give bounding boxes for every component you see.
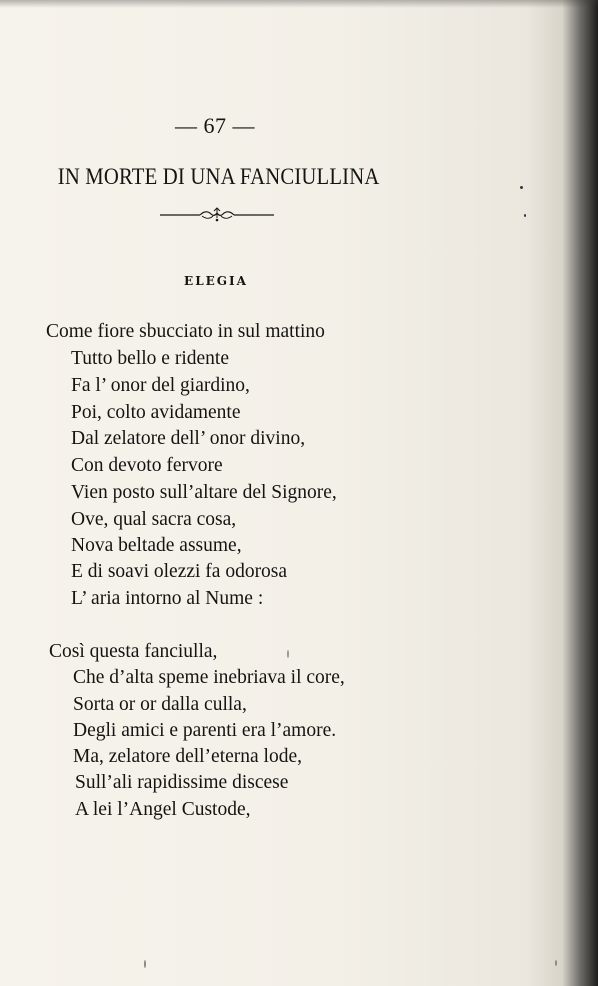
poem-line: Fa l’ onor del giardino, (71, 375, 250, 396)
ornament-divider-icon (158, 205, 276, 225)
page-number: — 67 — (175, 113, 255, 138)
poem-line: Ove, qual sacra cosa, (71, 509, 237, 530)
poem-line: E di soavi olezzi fa odorosa (71, 561, 288, 582)
page-top-shadow (0, 0, 598, 8)
poem-line: Nova beltade assume, (71, 535, 242, 556)
poem-line: Così questa fanciulla, (49, 641, 218, 662)
poem-line: A lei l’Angel Custode, (75, 799, 251, 820)
poem-subtitle: ELEGIA (184, 274, 248, 288)
poem-line: Che d’alta speme inebriava il core, (73, 667, 345, 688)
scan-speck (555, 960, 557, 966)
poem-line: Tutto bello e ridente (71, 348, 229, 369)
scan-speck (287, 650, 289, 658)
poem-line: Come fiore sbucciato in sul mattino (46, 321, 325, 342)
poem-line: Con devoto fervore (71, 455, 223, 476)
poem-line: Sorta or or dalla culla, (73, 694, 247, 715)
poem-line: Poi, colto avidamente (71, 402, 241, 423)
poem-title: IN MORTE DI UNA FANCIULLINA (57, 164, 380, 189)
poem-line: Degli amici e parenti era l’amore. (73, 720, 337, 741)
poem-line: Dal zelatore dell’ onor divino, (71, 428, 306, 449)
scan-speck (520, 186, 523, 189)
poem-line: Ma, zelatore dell’eterna lode, (73, 746, 303, 767)
poem-line: Vien posto sull’altare del Signore, (71, 482, 337, 503)
poem-line: Sull’ali rapidissime discese (75, 772, 289, 793)
scan-speck (524, 214, 526, 217)
poem-line: L’ aria intorno al Nume : (71, 588, 264, 609)
scan-speck (144, 960, 146, 968)
